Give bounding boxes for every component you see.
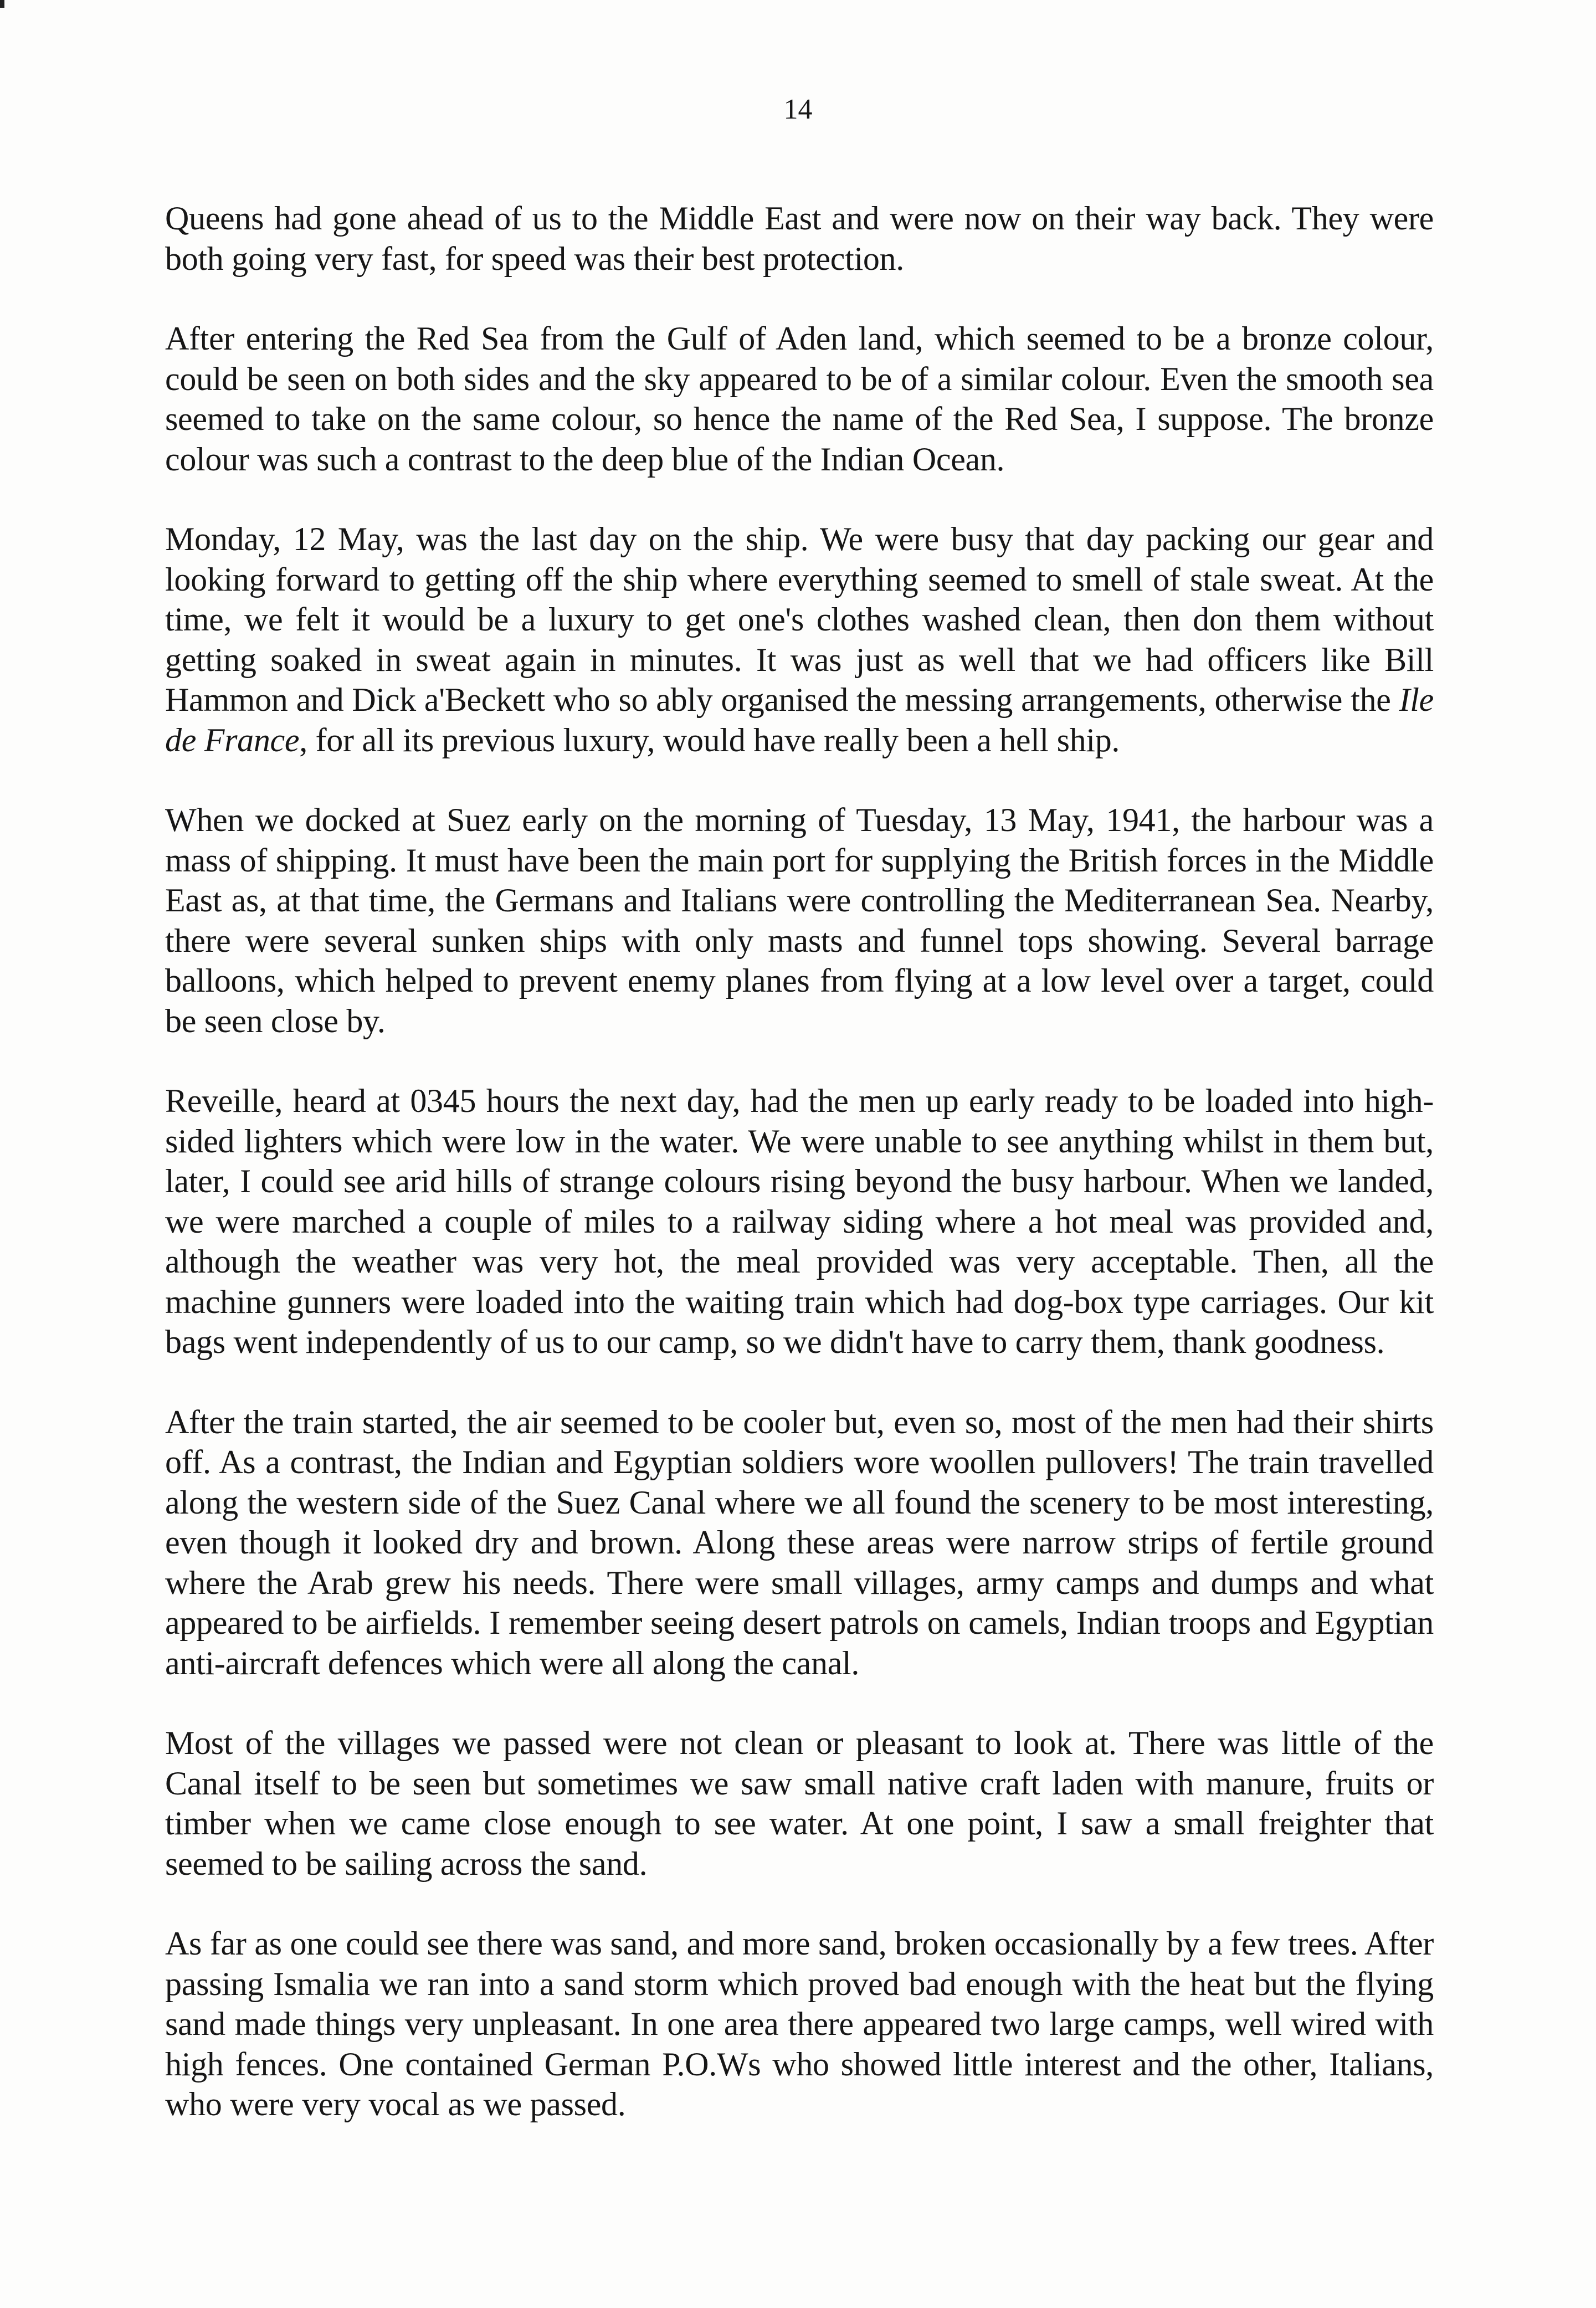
paragraph-6: After the train started, the air seemed to be cooler but, even so, most of the men had their shirts off. As a contrast, the Indian and Egyptian soldiers wore woollen pullovers! The train travelled along the western side of the Suez Canal where we all found the scenery to be most interesting, even though it looked dry and brown. Along these areas were narrow strips of fertile ground where the Arab grew his needs. There were small villages, army camps and dumps and what appeared to be airfields. I remember seeing desert patrols on camels, Indian troops and Egyptian anti-aircraft defences which were all along the canal.	[165, 1403, 1434, 1681]
paragraph-3-text-after: , for all its previous luxury, would have really been a hell ship.	[299, 721, 1120, 758]
paragraph-2: After entering the Red Sea from the Gulf of Aden land, which seemed to be a bronze colour, could be seen on both sides and the sky appeared to be of a similar colour. Even the smooth sea seemed to take on the same colour, so hence the name of the Red Sea, I suppose. The bronze colour was such a contrast to the deep blue of the Indian Ocean.	[165, 320, 1434, 478]
paragraph-4: When we docked at Suez early on the morning of Tuesday, 13 May, 1941, the harbour was a mass of shipping. It must have been the main port for supplying the British forces in the Middle East as, at that time, the Germans and Italians were controlling the Mediterranean Sea. Nearby, there were several sunken ships with only masts and funnel tops showing. Several barrage balloons, which helped to prevent enemy planes from flying at a low level over a target, could be seen close by.	[165, 802, 1434, 1039]
ship-name: Ile de France	[165, 681, 1434, 758]
paragraph-7: Most of the villages we passed were not clean or pleasant to look at. There was little of the Canal itself to be seen but sometimes we saw small native craft laden with manure, fruits or timber when we came close enough to see water. At one point, I saw a small freighter that seemed to be sailing across the sand.	[165, 1725, 1434, 1882]
page-number: 14	[783, 94, 813, 125]
paragraph-1: Queens had gone ahead of us to the Middle East and were now on their way back. They were both going very fast, for speed was their best protection.	[165, 200, 1434, 277]
body-text	[165, 198, 1434, 2125]
scan-artifact	[0, 0, 4, 8]
paragraph-3	[165, 519, 1434, 760]
paragraph-5: Reveille, heard at 0345 hours the next day, had the men up early ready to be loaded into high-sided lighters which were low in the water. We were unable to see anything whilst in them but, later, I could see arid hills of strange colours rising beyond the busy harbour. When we landed, we were marched a couple of miles to a railway siding where a hot meal was provided and, although the weather was very hot, the meal provided was very acceptable. Then, all the machine gunners were loaded into the waiting train which had dog-box type carriages. Our kit bags went independently of us to our camp, so we didn't have to carry them, thank goodness.	[165, 1083, 1434, 1360]
paragraph-3-text-before: Monday, 12 May, was the last day on the ship. We were busy that day packing our gear and looking forward to getting off the ship where everything seemed to smell of stale sweat. At the time, we felt it would be a luxury to get one's clothes washed clean, then don them without getting soaked in sweat again in minutes. It was just as well that we had officers like Bill Hammon and Dick a'Beckett who so ably organised the messing arrangements, otherwise the	[165, 521, 1434, 718]
paragraph-8: As far as one could see there was sand, and more sand, broken occasionally by a few trees. After passing Ismalia we ran into a sand storm which proved bad enough with the heat but the flying sand made things very unpleasant. In one area there appeared two large camps, well wired with high fences. One contained German P.O.Ws who showed little interest and the other, Italians, who were very vocal as we passed.	[165, 1925, 1434, 2122]
